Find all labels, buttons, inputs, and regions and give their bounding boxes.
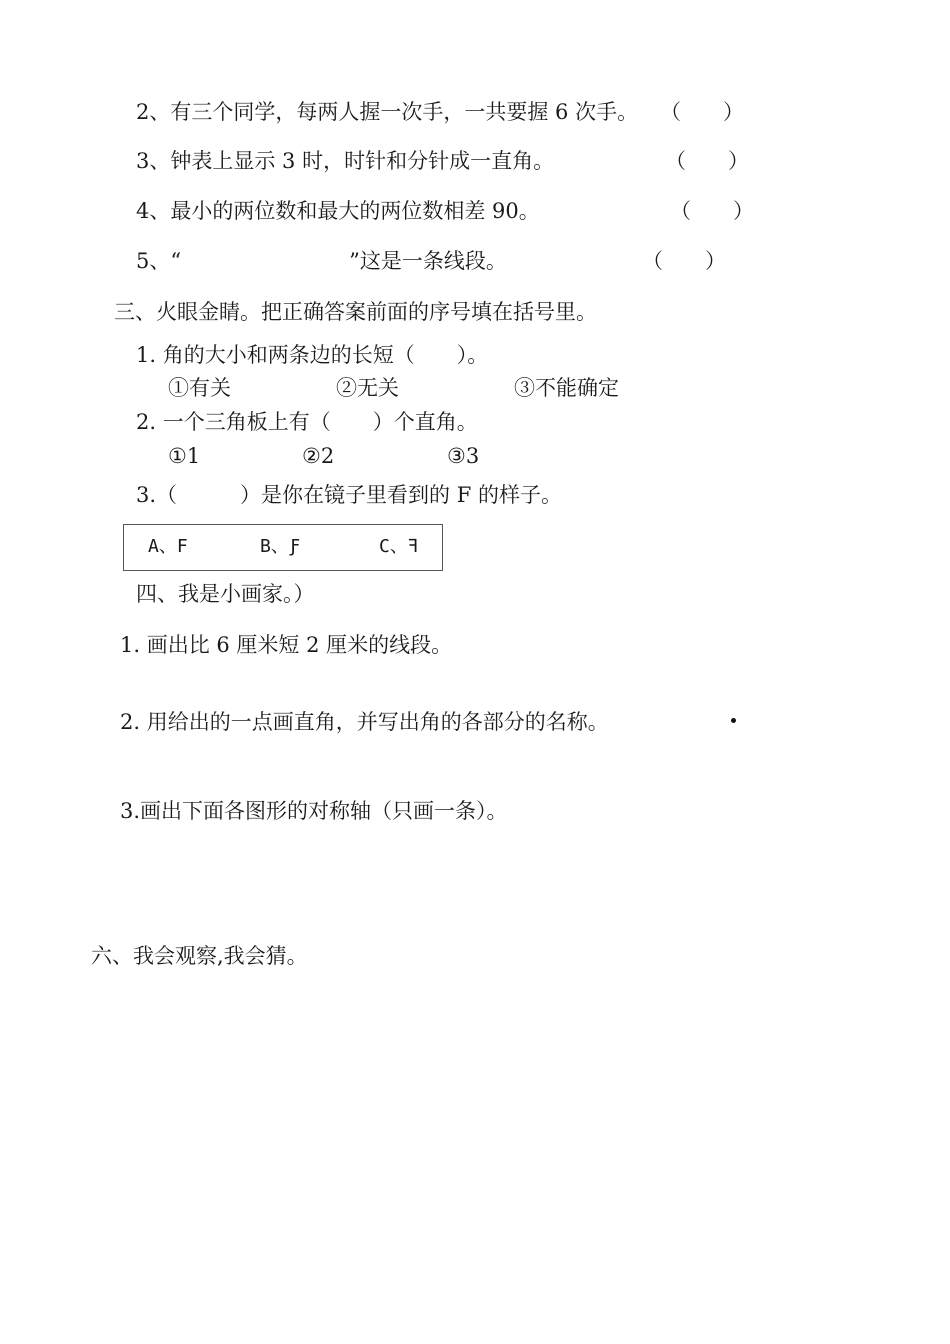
mirror-choice-a[interactable]: A、F	[148, 536, 188, 557]
answer-paren-3[interactable]: （ ）	[665, 149, 749, 173]
given-point-dot	[731, 718, 736, 723]
section3-q3: 3.（ ）是你在镜子里看到的 F 的样子。	[136, 483, 562, 507]
answer-paren-2[interactable]: （ ）	[660, 100, 744, 124]
judge-item-5: 5、“ ”这是一条线段。	[136, 249, 507, 273]
section4-q3: 3.画出下面各图形的对称轴（只画一条）。	[120, 799, 508, 823]
section6-title: 六、我会观察,我会猜。	[91, 944, 308, 968]
q1-option-1[interactable]: ①有关	[168, 376, 231, 400]
answer-paren-5[interactable]: （ ）	[642, 249, 726, 273]
mirror-choice-b[interactable]: B、Ƒ	[260, 536, 300, 557]
judge-item-3: 3、钟表上显示 3 时，时针和分针成一直角。	[136, 149, 555, 173]
section3-q1: 1. 角的大小和两条边的长短（ ）。	[136, 343, 489, 367]
mirror-choices-box	[123, 524, 443, 571]
mirror-choice-c[interactable]: C、ꟻ	[379, 536, 419, 557]
q2-option-1[interactable]: ①1	[168, 444, 201, 468]
section4-q2: 2. 用给出的一点画直角，并写出角的各部分的名称。	[120, 710, 609, 734]
q2-option-3[interactable]: ③3	[447, 444, 480, 468]
q2-option-2[interactable]: ②2	[302, 444, 335, 468]
answer-paren-4[interactable]: （ ）	[670, 199, 754, 223]
judge-item-4: 4、最小的两位数和最大的两位数相差 90。	[136, 199, 540, 223]
q1-option-2[interactable]: ②无关	[336, 376, 399, 400]
section4-title: 四、我是小画家。）	[136, 582, 315, 606]
section3-q2: 2. 一个三角板上有（ ）个直角。	[136, 410, 478, 434]
section4-q1: 1. 画出比 6 厘米短 2 厘米的线段。	[120, 633, 453, 657]
judge-item-2: 2、有三个同学，每两人握一次手，一共要握 6 次手。	[136, 100, 639, 124]
q1-option-3[interactable]: ③不能确定	[514, 376, 619, 400]
section3-title: 三、火眼金睛。把正确答案前面的序号填在括号里。	[114, 300, 597, 324]
